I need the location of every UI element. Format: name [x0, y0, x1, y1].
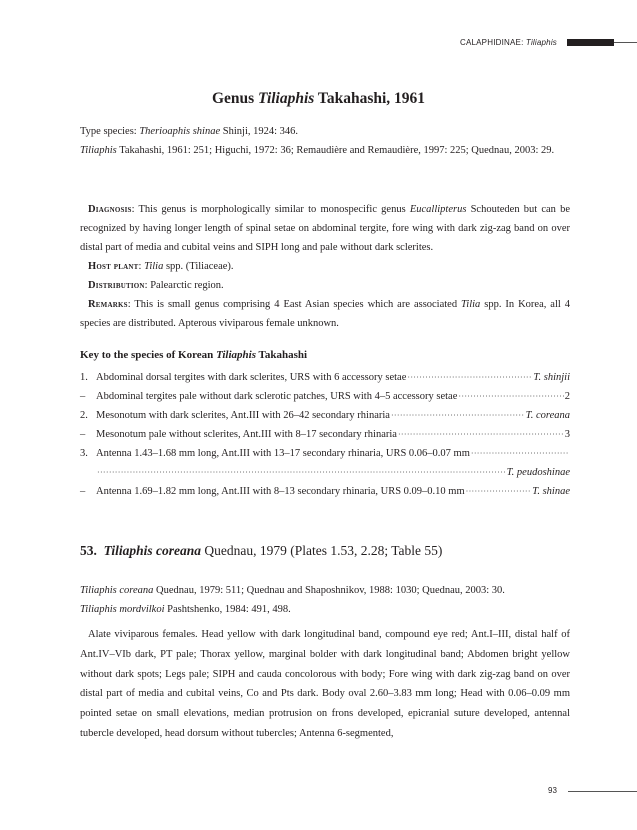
- remarks-label: Remarks: [88, 299, 128, 310]
- key-row-number: 3.: [80, 448, 88, 459]
- key-row-number: –: [80, 429, 86, 440]
- distribution-label: Distribution: [88, 280, 145, 291]
- remarks-genus: Tilia: [461, 299, 481, 310]
- key-leader-dots: [391, 406, 525, 425]
- key-row-answer: T. shinjii: [533, 372, 570, 383]
- species-description: Alate viviparous females. Head yellow with dark longitudinal band, compound eye red; Ant.I–III, distal half of Ant.IV–VIb dark, PT pale; Thorax yellow, marginal bolder with dark longitudinal band; Abdomen bright yellow without dark spots; Legs pale; SIPH and cauda concolorous with body; Fore wing with dark zig-zag band on over distal part of media and cubital veins, Co and Pts dark. Body oval 2.60–3.83 mm long; Head with 0.06–0.09 mm pointed setae on small elevations, median protrusion on frons developed, epicranial suture developed, antennal tubercle developed, head dorsum without tubercles; Antenna 6-segmented,: [80, 629, 570, 739]
- genus-title-pre: Genus: [211, 90, 259, 107]
- diagnosis-label: Diagnosis: [88, 204, 132, 215]
- key-row: [80, 425, 570, 444]
- running-head-text: [460, 37, 557, 49]
- species-synonym-name: Tiliaphis coreana: [80, 585, 154, 596]
- species-synonym-name: Tiliaphis mordvilkoi: [80, 604, 165, 615]
- species-synonym-citation: Quednau, 1979: 511; Quednau and Shaposhnikov, 1988: 1030; Quednau, 2003: 30.: [153, 585, 505, 596]
- key-row-number: –: [80, 391, 86, 402]
- host-plant-label: Host plant: [88, 261, 139, 272]
- key-row-answer: 3: [564, 429, 570, 440]
- type-species-block: [80, 122, 570, 160]
- key-row-text: Mesonotum pale without sclerites, Ant.III with 8–17 secondary rhinaria: [96, 429, 397, 440]
- type-species-label: Type species:: [80, 126, 140, 137]
- distribution-paragraph: [80, 276, 570, 295]
- host-plant-genus: Tilia: [144, 261, 164, 272]
- host-plant-text: spp. (Tiliaceae).: [163, 261, 234, 272]
- species-author: Quednau, 1979: [201, 543, 287, 558]
- diagnosis-paragraph: [80, 200, 570, 257]
- diagnosis-text-2: Schouteden but can be recognized by having longer length of spinal setae on abdominal tergite, fore wing with dark zig-zag band on over distal part of media and cubital veins and SIPH long and pale without dark sclerites.: [80, 204, 570, 253]
- key-row: [80, 444, 570, 463]
- species-synonym-citation: Pashtshenko, 1984: 491, 498.: [164, 604, 291, 615]
- diagnosis-genus: Eucallipterus: [409, 204, 467, 215]
- remarks-text-1: : This is small genus comprising 4 East Asian species which are associated: [127, 299, 462, 310]
- species-number: 53.: [80, 543, 97, 558]
- key-row: [80, 463, 570, 482]
- key-title: [80, 349, 307, 361]
- synonymy-citation: Takahashi, 1961: 251; Higuchi, 1972: 36; Remaudière and Remaudière, 1997: 225; Quednau, 2003: 29.: [116, 145, 555, 156]
- genus-synonymy: [80, 141, 570, 160]
- host-plant-paragraph: [80, 257, 570, 276]
- key-title-pre: Key to the species of Korean: [80, 349, 217, 361]
- diagnosis-text-1: : This genus is morphologically similar to monospecific genus: [131, 204, 410, 215]
- species-synonymy: [80, 581, 570, 619]
- footer-rule: [568, 791, 637, 792]
- species-synonym: [80, 600, 570, 619]
- key-title-author: Takahashi: [256, 349, 308, 361]
- species-name: Tiliaphis coreana: [103, 543, 202, 558]
- genus-title-name: Tiliaphis: [258, 90, 315, 107]
- key-row-answer: T. peudoshinae: [506, 467, 570, 478]
- running-head-bar: [567, 39, 614, 46]
- host-plant-sep: :: [138, 261, 145, 272]
- key-row-number: 2.: [80, 410, 88, 421]
- key-row-text: Antenna 1.69–1.82 mm long, Ant.III with 8–13 secondary rhinaria, URS 0.09–0.10 mm: [96, 486, 465, 497]
- key-row-answer: 2: [564, 391, 570, 402]
- type-species-citation: Shinji, 1924: 346.: [220, 126, 299, 137]
- species-synonym: [80, 581, 570, 600]
- key-row-text: Abdominal dorsal tergites with dark sclerites, URS with 6 accessory setae: [96, 372, 407, 383]
- species-heading: [80, 543, 442, 559]
- remarks-text-2: spp. In Korea, all 4 species are distributed. Apterous viviparous female unknown.: [80, 299, 570, 329]
- key-row-text: Abdominal tergites pale without dark sclerotic patches, URS with 4–5 accessory setae: [96, 391, 458, 402]
- species-references: (Plates 1.53, 2.28; Table 55): [286, 543, 443, 558]
- key-leader-dots: [466, 482, 532, 501]
- key-leader-dots: [97, 463, 506, 482]
- key-leader-dots: [471, 444, 569, 463]
- distribution-text: : Palearctic region.: [144, 280, 224, 291]
- remarks-paragraph: [80, 295, 570, 333]
- key-row-number: 1.: [80, 372, 88, 383]
- type-species-name: Therioaphis shinae: [139, 126, 221, 137]
- key-row: [80, 368, 570, 387]
- genus-title: [0, 90, 637, 108]
- key-row-text: Antenna 1.43–1.68 mm long, Ant.III with 13–17 secondary rhinaria, URS 0.06–0.07 mm: [96, 448, 470, 459]
- running-head-genus: Tiliaphis: [525, 38, 557, 47]
- key-row-number: –: [80, 486, 86, 497]
- key-leader-dots: [407, 368, 532, 387]
- key-leader-dots: [458, 387, 563, 406]
- synonymy-name: Tiliaphis: [80, 145, 117, 156]
- key-row-answer: T. shinae: [532, 486, 570, 497]
- key-row-text: Mesonotum with dark sclerites, Ant.III with 26–42 secondary rhinaria: [96, 410, 390, 421]
- key-title-genus: Tiliaphis: [216, 349, 256, 361]
- genus-description: [80, 200, 570, 333]
- page-number: 93: [548, 786, 557, 795]
- running-head-rule: [614, 42, 637, 43]
- key-row-answer: T. coreana: [525, 410, 570, 421]
- running-head-prefix: CALAPHIDINAE:: [459, 38, 526, 47]
- genus-title-author: Takahashi, 1961: [314, 90, 426, 107]
- key-leader-dots: [398, 425, 564, 444]
- type-species: [80, 122, 570, 141]
- running-head: [0, 37, 637, 49]
- key-row: [80, 406, 570, 425]
- key-row: [80, 387, 570, 406]
- key-row: [80, 482, 570, 501]
- species-key: [80, 368, 570, 501]
